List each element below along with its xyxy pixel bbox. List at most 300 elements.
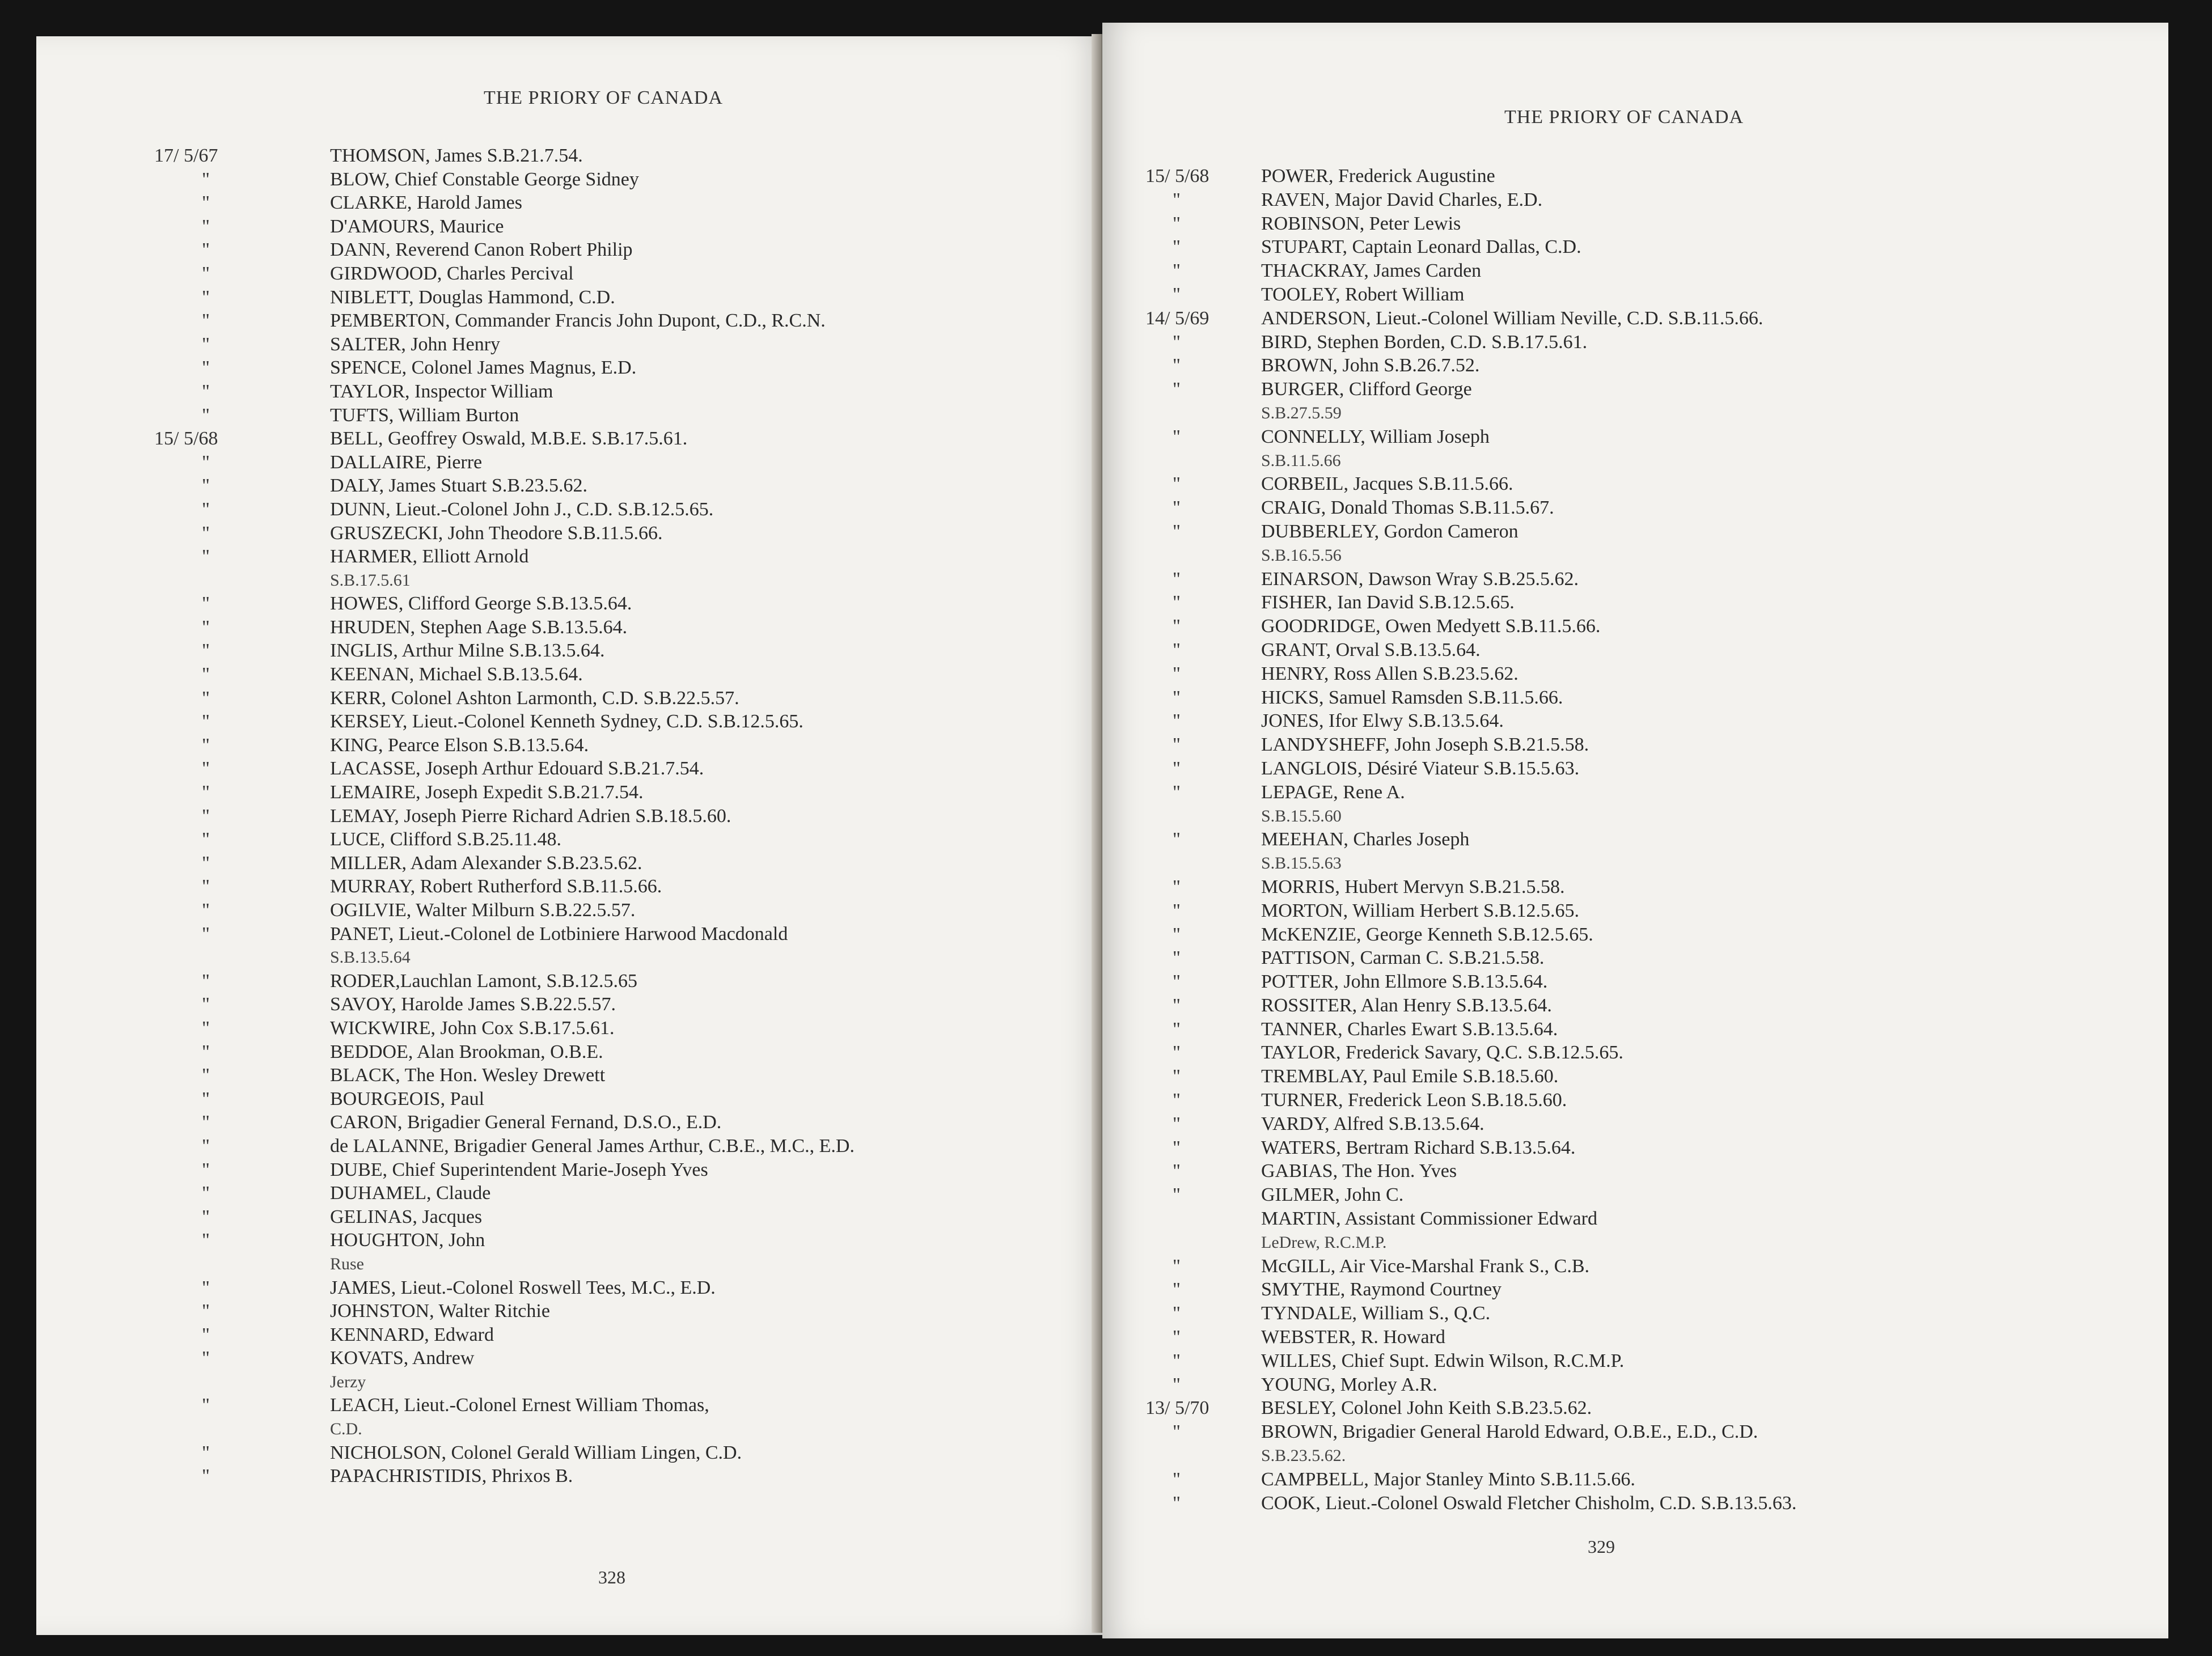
entry-name-text: NIBLETT, Douglas Hammond, C.D.: [330, 286, 615, 308]
list-item: [36, 522, 1102, 545]
list-item: [36, 404, 1102, 427]
entry-date: ": [202, 1159, 210, 1180]
entry-date: ": [202, 262, 210, 284]
entry-name: [330, 899, 635, 922]
list-item: [36, 757, 1102, 781]
entry-date: ": [1173, 379, 1181, 400]
entry-continuation: S.B.23.5.62.: [1261, 1446, 1346, 1466]
entry-name-text: MORTON, William Herbert S.B.12.5.65.: [1261, 900, 1580, 921]
entry-name: [1261, 946, 1544, 970]
entry-name-text: DUNN, Lieut.-Colonel John J., C.D. S.B.12.5.65.: [330, 498, 714, 520]
entry-date: ": [1173, 1066, 1181, 1087]
list-item: [36, 498, 1102, 522]
list-item: [36, 380, 1102, 404]
entry-name: [330, 404, 519, 427]
list-item: [1102, 164, 2168, 188]
page-number: 328: [598, 1567, 625, 1587]
list-item: [1102, 567, 2168, 591]
entry-name: [330, 734, 589, 757]
list-item: [1102, 307, 2168, 331]
list-item: [36, 710, 1102, 734]
entry-name: [330, 380, 553, 404]
list-item: [1102, 1183, 2168, 1207]
entry-name: [1261, 1325, 1445, 1349]
entry-name: [330, 1464, 573, 1488]
entry-name-text: BROWN, John S.B.26.7.52.: [1261, 355, 1480, 376]
entry-name: [330, 1394, 709, 1441]
entry-date: ": [202, 1324, 210, 1345]
entry-name-text: MORRIS, Hubert Mervyn S.B.21.5.58.: [1261, 876, 1565, 897]
entry-name-text: THOMSON, James S.B.21.7.54.: [330, 145, 583, 166]
entry-name: [330, 522, 663, 545]
entry-name: [1261, 686, 1563, 710]
list-item: [36, 427, 1102, 451]
entry-date: ": [202, 333, 210, 355]
list-item: [36, 828, 1102, 852]
entry-name-text: BOURGEOIS, Paul: [330, 1088, 485, 1109]
entry-name: [330, 1134, 855, 1158]
entry-name-text: SAVOY, Harolde James S.B.22.5.57.: [330, 994, 616, 1015]
entry-name: [1261, 472, 1513, 496]
list-item: [36, 616, 1102, 639]
entry-name-text: DALY, James Stuart S.B.23.5.62.: [330, 475, 588, 497]
entry-name-text: MURRAY, Robert Rutherford S.B.11.5.66.: [330, 876, 662, 897]
entry-name: [330, 309, 826, 333]
entry-date: ": [202, 1277, 210, 1298]
entry-date: ": [202, 1230, 210, 1251]
entry-continuation: S.B.15.5.60: [1261, 806, 1342, 825]
list-item: [36, 852, 1102, 875]
entry-name: [1261, 828, 1469, 875]
entry-name: [330, 144, 583, 168]
list-item: [1102, 1492, 2168, 1515]
list-item: [1102, 757, 2168, 781]
entry-date: ": [202, 1041, 210, 1062]
entry-name-text: DUHAMEL, Claude: [330, 1183, 491, 1204]
entry-date: ": [1173, 1255, 1181, 1277]
entry-date: ": [1173, 213, 1181, 234]
entry-name-text: FISHER, Ian David S.B.12.5.65.: [1261, 592, 1515, 613]
entry-date: ": [1173, 1018, 1181, 1040]
entry-name-text: CARON, Brigadier General Fernand, D.S.O., E.D.: [330, 1112, 722, 1133]
entry-date: ": [202, 970, 210, 992]
entry-name: [1261, 1349, 1624, 1373]
entry-date: ": [202, 1135, 210, 1157]
entry-name: [1261, 1065, 1558, 1089]
list-item: [36, 1441, 1102, 1465]
page-number: 329: [1588, 1536, 1615, 1557]
entry-continuation: C.D.: [330, 1420, 362, 1439]
list-item: [1102, 331, 2168, 354]
entry-date: ": [202, 1395, 210, 1416]
entry-name: [330, 498, 713, 522]
entry-name: [330, 215, 504, 239]
entry-name: [1261, 520, 1519, 567]
entry-date: ": [1173, 1113, 1181, 1134]
entry-name: [1261, 1278, 1502, 1302]
entry-name: [330, 1064, 605, 1087]
list-item: [1102, 259, 2168, 283]
entry-name-text: EINARSON, Dawson Wray S.B.25.5.62.: [1261, 568, 1579, 590]
entry-name: [1261, 1255, 1589, 1278]
entry-date: ": [1173, 1303, 1181, 1324]
entry-name: [330, 781, 643, 804]
entry-list: [36, 144, 1102, 1488]
entry-date: ": [202, 215, 210, 237]
entry-date: ": [1173, 1184, 1181, 1206]
list-item: [36, 781, 1102, 804]
entry-continuation: S.B.13.5.64: [330, 948, 411, 967]
entry-name: [330, 663, 583, 687]
entry-name: [330, 191, 522, 215]
entry-name: [330, 262, 574, 286]
entry-date: ": [202, 522, 210, 544]
list-item: [36, 663, 1102, 687]
entry-name-text: BLOW, Chief Constable George Sidney: [330, 168, 639, 190]
entry-date: ": [202, 1183, 210, 1204]
list-item: [36, 215, 1102, 239]
entry-name: [1261, 567, 1579, 591]
list-item: [36, 875, 1102, 899]
entry-name-text: MARTIN, Assistant Commissioner Edward: [1261, 1208, 1597, 1230]
entry-name-text: KOVATS, Andrew: [330, 1348, 475, 1369]
entry-name: [330, 1441, 742, 1465]
entry-date: ": [202, 829, 210, 850]
entry-name-text: LANDYSHEFF, John Joseph S.B.21.5.58.: [1261, 734, 1589, 756]
entry-date: ": [202, 900, 210, 921]
entry-name-text: DUBE, Chief Superintendent Marie-Joseph Yves: [330, 1159, 708, 1180]
entry-date: 13/ 5/70: [1145, 1397, 1209, 1419]
list-item: [1102, 1468, 2168, 1492]
entry-name-text: YOUNG, Morley A.R.: [1261, 1374, 1437, 1395]
entry-date: ": [1173, 1137, 1181, 1158]
list-item: [1102, 662, 2168, 686]
entry-name-text: HICKS, Samuel Ramsden S.B.11.5.66.: [1261, 687, 1563, 708]
list-item: [36, 1158, 1102, 1182]
list-item: [1102, 283, 2168, 307]
list-item: [36, 899, 1102, 922]
entry-name-text: GILMER, John C.: [1261, 1184, 1404, 1206]
entry-name-text: GOODRIDGE, Owen Medyett S.B.11.5.66.: [1261, 616, 1601, 637]
entry-name-text: HOWES, Clifford George S.B.13.5.64.: [330, 593, 632, 615]
entry-name: [330, 1181, 490, 1205]
entry-name-text: ROBINSON, Peter Lewis: [1261, 213, 1461, 234]
list-item: [1102, 923, 2168, 947]
entry-date: ": [1173, 236, 1181, 258]
entry-name: [1261, 1018, 1558, 1041]
list-item: [36, 356, 1102, 380]
entry-name: [1261, 164, 1495, 188]
entry-date: ": [202, 1017, 210, 1039]
list-item: [1102, 1373, 2168, 1397]
entry-name-text: BELL, Geoffrey Oswald, M.B.E. S.B.17.5.61.: [330, 428, 688, 450]
list-item: [1102, 733, 2168, 757]
entry-name: [330, 1276, 716, 1300]
entry-date: ": [1173, 355, 1181, 376]
entry-date: ": [202, 404, 210, 426]
list-item: [1102, 1159, 2168, 1183]
entry-list: [1102, 164, 2168, 1515]
list-item: [1102, 899, 2168, 923]
entry-name-text: PAPACHRISTIDIS, Phrixos B.: [330, 1466, 573, 1487]
entry-date: ": [202, 923, 210, 945]
entry-name: [330, 1040, 603, 1064]
entry-name-text: KEENAN, Michael S.B.13.5.64.: [330, 664, 583, 685]
list-item: [1102, 212, 2168, 236]
entry-name: [330, 451, 482, 475]
entry-name-text: WILLES, Chief Supt. Edwin Wilson, R.C.M.P.: [1261, 1350, 1625, 1371]
entry-date: ": [202, 593, 210, 615]
entry-date: ": [202, 1348, 210, 1369]
entry-name-text: VARDY, Alfred S.B.13.5.64.: [1261, 1113, 1484, 1134]
entry-name-text: RAVEN, Major David Charles, E.D.: [1261, 189, 1543, 210]
entry-name-text: TYNDALE, William S., Q.C.: [1261, 1303, 1491, 1324]
entry-name: [330, 356, 636, 380]
entry-name-text: JOHNSTON, Walter Ritchie: [330, 1301, 550, 1322]
entry-name: [1261, 1136, 1575, 1160]
entry-date: ": [202, 994, 210, 1015]
entry-name: [330, 804, 731, 828]
entry-date: 17/ 5/67: [154, 145, 218, 166]
list-item: [1102, 1396, 2168, 1420]
entry-name: [330, 639, 605, 663]
entry-continuation: S.B.15.5.63: [1261, 854, 1342, 873]
list-item: [36, 1346, 1102, 1394]
entry-name: [330, 828, 561, 852]
entry-date: ": [1173, 1350, 1181, 1371]
entry-name-text: POTTER, John Ellmore S.B.13.5.64.: [1261, 971, 1548, 993]
list-item: [1102, 425, 2168, 473]
entry-name: [330, 592, 632, 616]
entry-name-text: BIRD, Stephen Borden, C.D. S.B.17.5.61.: [1261, 331, 1588, 353]
entry-name: [1261, 307, 1763, 331]
entry-name-text: BLACK, The Hon. Wesley Drewett: [330, 1065, 606, 1086]
entry-name: [1261, 1396, 1592, 1420]
list-item: [36, 592, 1102, 616]
entry-date: ": [1173, 900, 1181, 921]
list-item: [36, 262, 1102, 286]
entry-date: ": [202, 1466, 210, 1487]
entry-date: ": [1173, 1468, 1181, 1490]
entry-name: [1261, 1492, 1796, 1515]
entry-date: ": [202, 1088, 210, 1109]
entry-name-text: BESLEY, Colonel John Keith S.B.23.5.62.: [1261, 1397, 1592, 1419]
entry-name-text: PANET, Lieut.-Colonel de Lotbiniere Harwood Macdonald: [330, 923, 788, 945]
entry-name: [1261, 1468, 1635, 1492]
entry-name-text: WICKWIRE, John Cox S.B.17.5.61.: [330, 1017, 615, 1039]
entry-name-text: TURNER, Frederick Leon S.B.18.5.60.: [1261, 1090, 1567, 1111]
entry-date: ": [1173, 426, 1181, 447]
list-item: [1102, 1089, 2168, 1112]
list-item: [36, 238, 1102, 262]
entry-date: 14/ 5/69: [1145, 307, 1209, 329]
list-item: [1102, 709, 2168, 733]
list-item: [1102, 1349, 2168, 1373]
entry-date: 15/ 5/68: [154, 428, 218, 450]
list-item: [1102, 615, 2168, 638]
entry-name: [1261, 1420, 1758, 1468]
entry-name-text: BROWN, Brigadier General Harold Edward, O.B.E., E.D., C.D.: [1261, 1421, 1758, 1443]
list-item: [36, 1087, 1102, 1111]
entry-date: ": [202, 1206, 210, 1227]
entry-date: ": [1173, 616, 1181, 637]
entry-name-text: DUBBERLEY, Gordon Cameron: [1261, 520, 1519, 542]
entry-date: ": [202, 380, 210, 402]
list-item: [1102, 1325, 2168, 1349]
left-page: [36, 36, 1102, 1635]
list-item: [1102, 970, 2168, 994]
entry-name: [1261, 638, 1481, 662]
entry-date: ": [202, 286, 210, 308]
entry-continuation: Ruse: [330, 1254, 364, 1273]
entry-name: [1261, 1041, 1623, 1065]
entry-name: [330, 1087, 484, 1111]
entry-name: [1261, 1302, 1490, 1325]
list-item: [1102, 686, 2168, 710]
list-item: [1102, 188, 2168, 212]
entry-date: ": [202, 758, 210, 780]
list-item: [1102, 638, 2168, 662]
entry-name: [1261, 1183, 1403, 1207]
list-item: [36, 545, 1102, 592]
list-item: [1102, 994, 2168, 1018]
entry-name: [330, 993, 616, 1017]
entry-name: [1261, 733, 1589, 757]
list-item: [1102, 1207, 2168, 1255]
entry-name: [1261, 425, 1490, 473]
entry-name-text: LEPAGE, Rene A.: [1261, 781, 1405, 803]
entry-name: [330, 1229, 485, 1276]
entry-date: ": [1173, 283, 1181, 305]
entry-continuation: S.B.16.5.56: [1261, 545, 1342, 565]
list-item: [36, 639, 1102, 663]
entry-name-text: CONNELLY, William Joseph: [1261, 426, 1490, 447]
entry-name: [330, 875, 662, 899]
entry-date: ": [1173, 947, 1181, 969]
list-item: [1102, 354, 2168, 378]
entry-date: ": [1173, 1279, 1181, 1301]
entry-name-text: de LALANNE, Brigadier General James Arthur, C.B.E., M.C., E.D.: [330, 1135, 855, 1157]
entry-date: ": [1173, 687, 1181, 708]
entry-date: 15/ 5/68: [1145, 166, 1209, 187]
list-item: [36, 333, 1102, 357]
entry-date: ": [202, 687, 210, 709]
entry-name-text: CRAIG, Donald Thomas S.B.11.5.67.: [1261, 497, 1554, 519]
list-item: [36, 1394, 1102, 1441]
entry-date: ": [1173, 520, 1181, 542]
entry-date: ": [1173, 829, 1181, 850]
entry-name: [1261, 259, 1481, 283]
list-item: [1102, 1278, 2168, 1302]
entry-name-text: JAMES, Lieut.-Colonel Roswell Tees, M.C., E.D.: [330, 1277, 716, 1298]
entry-name: [330, 616, 627, 639]
entry-name-text: CORBEIL, Jacques S.B.11.5.66.: [1261, 473, 1513, 495]
entry-name-text: POWER, Frederick Augustine: [1261, 166, 1495, 187]
list-item: [1102, 828, 2168, 875]
entry-name: [1261, 709, 1504, 733]
list-item: [36, 734, 1102, 757]
entry-name-text: COOK, Lieut.-Colonel Oswald Fletcher Chisholm, C.D. S.B.13.5.63.: [1261, 1492, 1797, 1514]
entry-name: [1261, 970, 1547, 994]
entry-date: ": [1173, 1042, 1181, 1064]
entry-name-text: ANDERSON, Lieut.-Colonel William Neville, C.D. S.B.11.5.66.: [1261, 307, 1763, 329]
entry-continuation: LeDrew, R.C.M.P.: [1261, 1233, 1387, 1252]
running-head: THE PRIORY OF CANADA: [1504, 107, 1744, 128]
entry-name-text: GRANT, Orval S.B.13.5.64.: [1261, 639, 1481, 660]
entry-name: [1261, 1159, 1457, 1183]
entry-date: ": [202, 192, 210, 214]
list-item: [36, 1181, 1102, 1205]
list-item: [1102, 875, 2168, 899]
entry-name-text: SMYTHE, Raymond Courtney: [1261, 1279, 1502, 1301]
entry-name-text: SPENCE, Colonel James Magnus, E.D.: [330, 357, 637, 379]
entry-name-text: TUFTS, William Burton: [330, 404, 519, 426]
list-item: [36, 191, 1102, 215]
entry-date: ": [1173, 497, 1181, 519]
entry-name-text: LEMAY, Joseph Pierre Richard Adrien S.B.18.5.60.: [330, 805, 731, 827]
list-item: [36, 286, 1102, 310]
entry-name: [330, 1017, 615, 1040]
entry-name: [330, 427, 687, 451]
list-item: [36, 1229, 1102, 1276]
entry-name-text: GRUSZECKI, John Theodore S.B.11.5.66.: [330, 522, 663, 544]
entry-name-text: KING, Pearce Elson S.B.13.5.64.: [330, 734, 589, 756]
list-item: [1102, 378, 2168, 425]
entry-name-text: CLARKE, Harold James: [330, 192, 523, 214]
entry-name: [1261, 757, 1579, 781]
list-item: [1102, 235, 2168, 259]
list-item: [1102, 472, 2168, 496]
entry-name: [1261, 1089, 1567, 1112]
entry-date: ": [202, 711, 210, 732]
list-item: [1102, 1041, 2168, 1065]
entry-name-text: McGILL, Air Vice-Marshal Frank S., C.B.: [1261, 1255, 1590, 1277]
entry-name-text: LACASSE, Joseph Arthur Edouard S.B.21.7.54.: [330, 758, 704, 780]
entry-name: [1261, 591, 1515, 615]
list-item: [36, 1205, 1102, 1229]
entry-name: [330, 1205, 482, 1229]
entry-name: [1261, 283, 1464, 307]
entry-name-text: TOOLEY, Robert William: [1261, 283, 1465, 305]
list-item: [1102, 1420, 2168, 1468]
entry-name-text: HARMER, Elliott Arnold: [330, 546, 529, 567]
entry-date: ": [1173, 1421, 1181, 1443]
entry-name-text: INGLIS, Arthur Milne S.B.13.5.64.: [330, 640, 605, 662]
entry-date: ": [1173, 639, 1181, 660]
list-item: [1102, 496, 2168, 520]
entry-date: ": [202, 734, 210, 756]
entry-name: [330, 687, 739, 710]
list-item: [1102, 1112, 2168, 1136]
entry-name-text: HOUGHTON, John: [330, 1230, 485, 1251]
entry-name-text: THACKRAY, James Carden: [1261, 260, 1482, 282]
list-item: [36, 1040, 1102, 1064]
entry-name-text: KERR, Colonel Ashton Larmonth, C.D. S.B.22.5.57.: [330, 687, 739, 709]
list-item: [36, 804, 1102, 828]
list-item: [1102, 946, 2168, 970]
entry-date: ": [202, 310, 210, 332]
entry-date: [1102, 1207, 1261, 1255]
entry-name-text: TAYLOR, Inspector William: [330, 380, 553, 402]
entry-name-text: HRUDEN, Stephen Aage S.B.13.5.64.: [330, 616, 628, 638]
entry-name-text: LEACH, Lieut.-Colonel Ernest William Thomas,: [330, 1395, 709, 1416]
entry-name: [1261, 875, 1565, 899]
list-item: [36, 922, 1102, 969]
entry-name-text: OGILVIE, Walter Milburn S.B.22.5.57.: [330, 900, 636, 921]
list-item: [1102, 781, 2168, 828]
entry-name: [330, 1323, 494, 1347]
entry-name-text: SALTER, John Henry: [330, 333, 501, 355]
